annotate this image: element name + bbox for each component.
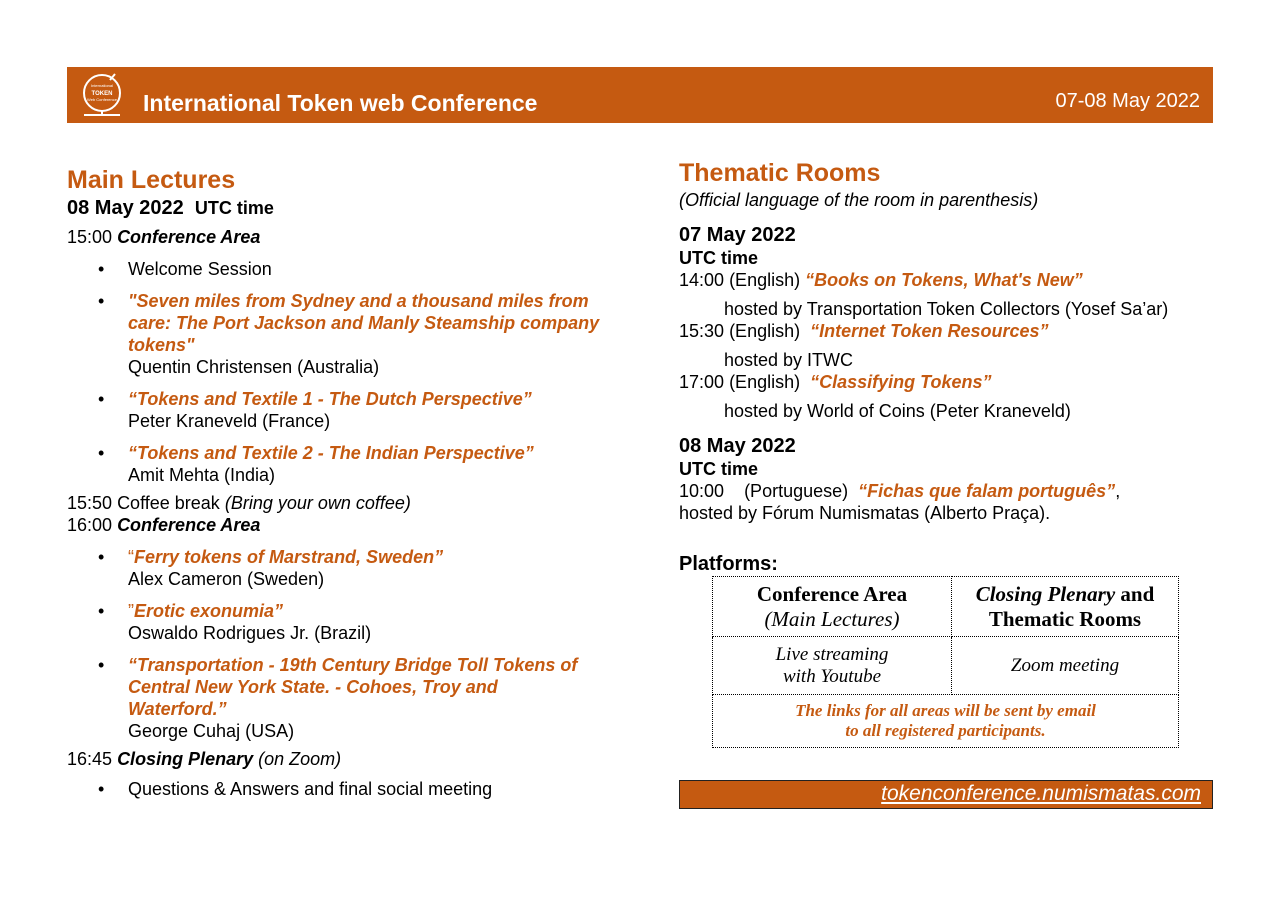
main-date-text: 08 May 2022 <box>67 197 184 219</box>
lecture-title: • “Tokens and Textile 2 - The Indian Perspective” <box>128 443 534 463</box>
block-label: Conference Area <box>117 515 261 535</box>
main-date <box>67 196 627 220</box>
main-lectures-heading: Main Lectures <box>67 166 236 194</box>
room-title: “Internet Token Resources” <box>810 321 1049 341</box>
block-time: 16:45 <box>67 749 113 769</box>
platform-note: The links for all areas will be sent by email to all registered participants. <box>713 695 1179 748</box>
open-quote: “ <box>128 547 134 567</box>
room-language: (English) <box>729 270 801 290</box>
logo-text-2: TOKEN <box>91 91 113 97</box>
lecture-title: • “Tokens and Textile 1 - The Dutch Perspective” <box>128 389 532 409</box>
list-item <box>67 258 627 280</box>
col1-title: Conference Area <box>756 581 908 606</box>
block-time: 15:00 <box>67 227 113 247</box>
room-language: (English) <box>729 372 801 392</box>
main-utc: UTC time <box>194 198 274 218</box>
col2-and: and <box>1120 581 1155 606</box>
platforms-heading: Platforms: <box>679 553 778 575</box>
room-entry <box>679 320 1219 342</box>
room-title: “Fichas que falam português” <box>858 481 1116 501</box>
lecture-speaker: Peter Kraneveld (France) <box>128 411 331 431</box>
lecture-title: Erotic exonumia” <box>134 601 284 621</box>
room-time: 10:00 <box>679 481 725 501</box>
col2-rooms: Thematic Rooms <box>988 606 1142 631</box>
thematic-rooms-section <box>679 159 1219 748</box>
lecture-speaker: Oswaldo Rodrigues Jr. (Brazil) <box>128 623 372 643</box>
list-item <box>67 442 627 486</box>
conference-title: International Token web Conference <box>143 90 538 116</box>
platform-col2-header <box>952 577 1179 637</box>
conference-dates: 07-08 May 2022 <box>1055 90 1200 112</box>
thematic-rooms-heading: Thematic Rooms <box>679 159 881 187</box>
block-label: Coffee break <box>117 493 220 513</box>
list-item <box>67 600 627 644</box>
schedule-block-1600 <box>67 514 627 536</box>
footer-bar <box>679 780 1213 809</box>
room-host: hosted by Transportation Token Collectors (Yosef Sa’ar) <box>724 299 1169 319</box>
schedule-block-1645 <box>67 748 627 770</box>
room-entry <box>679 269 1219 291</box>
platform-col1-header <box>713 577 952 637</box>
list-item <box>67 290 627 378</box>
list-item <box>67 388 627 432</box>
day2-utc: UTC time <box>679 459 759 479</box>
room-time: 17:00 <box>679 372 725 392</box>
block-note: (Bring your own coffee) <box>224 493 411 513</box>
room-time: 14:00 <box>679 270 725 290</box>
session-1-list <box>67 258 627 486</box>
list-item <box>67 546 627 590</box>
rooms-subtitle: (Official language of the room in parenthesis) <box>679 190 1039 210</box>
logo-text-3: Web Conference <box>87 97 117 102</box>
list-item <box>67 778 627 800</box>
col2-platform: Zoom meeting <box>952 637 1179 695</box>
day2-date: 08 May 2022 <box>679 435 796 457</box>
block-label: Closing Plenary <box>117 749 254 769</box>
lecture-speaker: Alex Cameron (Sweden) <box>128 569 325 589</box>
session-3-list <box>67 778 627 800</box>
room-entry <box>679 371 1219 393</box>
lecture-title: • “Transportation - 19th Century Bridge Toll Tokens of Central New York State. - Cohoes, Troy and Waterford.” <box>128 655 578 719</box>
room-host: hosted by ITWC <box>724 350 854 370</box>
list-item <box>67 654 627 742</box>
lecture-title: Ferry tokens of Marstrand, Sweden” <box>134 547 444 567</box>
session-2-list <box>67 546 627 742</box>
room-time: 15:30 <box>679 321 725 341</box>
block-label: Conference Area <box>117 227 261 247</box>
day1-date: 07 May 2022 <box>679 224 796 246</box>
logo-text-1: International <box>90 83 114 88</box>
block-note: (on Zoom) <box>258 749 342 769</box>
conference-website-link[interactable]: tokenconference.numismatas.com <box>881 782 1201 805</box>
open-quote: ” <box>128 601 134 621</box>
col2-title: Closing Plenary <box>975 581 1116 606</box>
room-title: “Classifying Tokens” <box>810 372 992 392</box>
main-lectures-section <box>67 166 627 800</box>
room-entry <box>679 480 1219 502</box>
qa-session-text: Questions & Answers and final social meeting <box>128 779 493 799</box>
block-time: 15:50 <box>67 493 113 513</box>
room-host: hosted by Fórum Numismatas (Alberto Praça). <box>679 503 1051 523</box>
col1-sub: (Main Lectures) <box>764 606 900 631</box>
room-language: (English) <box>729 321 801 341</box>
header-bar <box>67 67 1213 123</box>
platforms-table <box>712 576 1179 748</box>
room-host: hosted by World of Coins (Peter Kraneveld) <box>724 401 1071 421</box>
conference-logo <box>81 71 123 119</box>
room-title: “Books on Tokens, What's New” <box>805 270 1083 290</box>
welcome-session-text: Welcome Session <box>128 259 272 279</box>
col1-platform: Live streaming with Youtube <box>713 637 952 695</box>
lecture-title: • "Seven miles from Sydney and a thousand miles from care: The Port Jackson and Manly Steamship company tokens" <box>128 291 600 355</box>
lecture-speaker: Amit Mehta (India) <box>128 465 276 485</box>
title-comma: , <box>1115 481 1121 501</box>
day1-utc: UTC time <box>679 248 759 268</box>
block-time: 16:00 <box>67 515 113 535</box>
room-language: (Portuguese) <box>744 481 849 501</box>
schedule-block-1500 <box>67 226 627 248</box>
lecture-speaker: Quentin Christensen (Australia) <box>128 357 380 377</box>
lecture-speaker: George Cuhaj (USA) <box>128 721 295 741</box>
schedule-block-1550 <box>67 492 627 514</box>
